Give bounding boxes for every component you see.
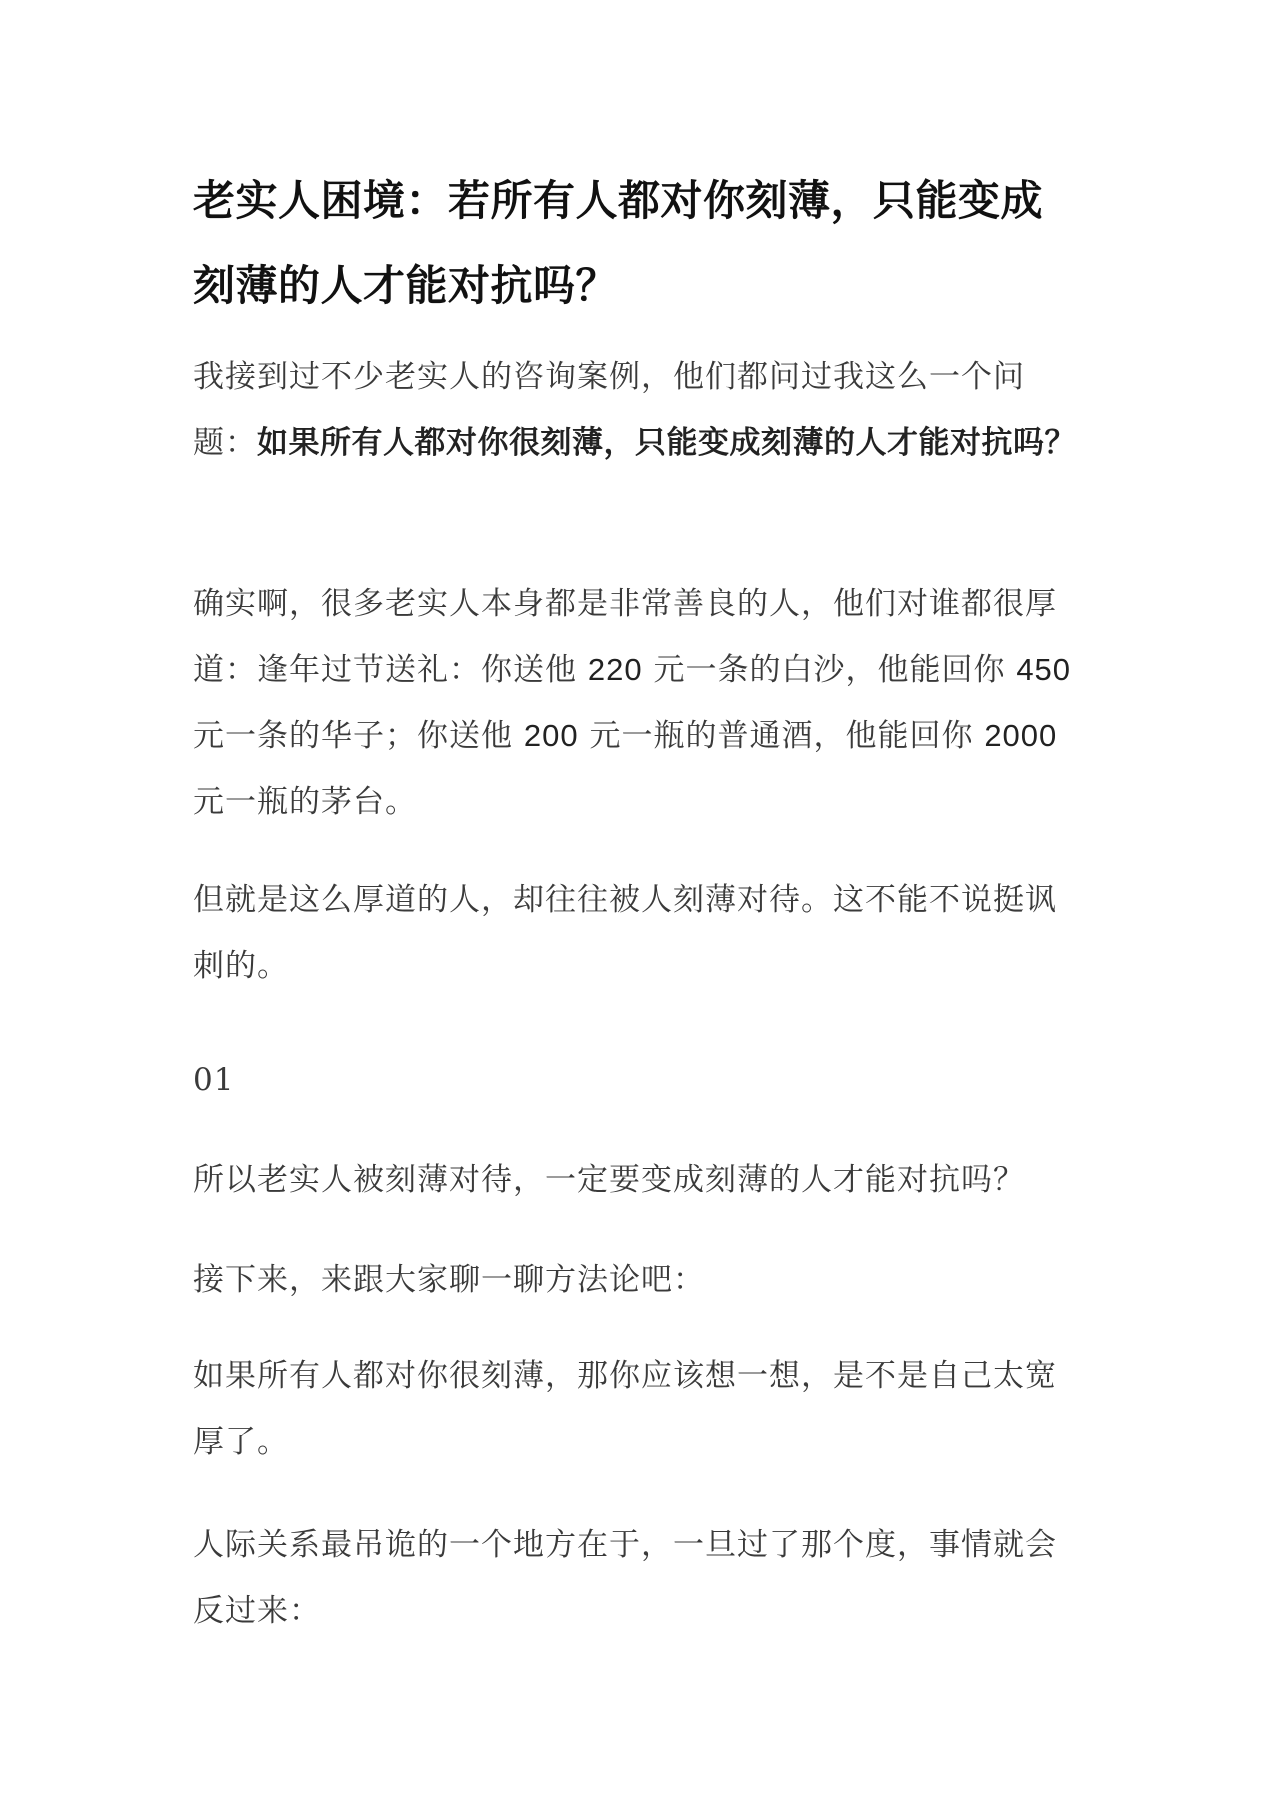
- section-number: 01: [193, 1062, 235, 1098]
- paragraph-method-intro: 接下来，来跟大家聊一聊方法论吧：: [193, 1262, 705, 1298]
- paragraph-question: 所以老实人被刻薄对待，一定要变成刻薄的人才能对抗吗？: [193, 1162, 1025, 1198]
- paragraph-irony: 但就是这么厚道的人，却往往被人刻薄对待。这不能不说挺讽刺的。: [193, 882, 1057, 984]
- paragraph-reflection: 如果所有人都对你很刻薄，那你应该想一想，是不是自己太宽厚了。: [193, 1358, 1057, 1460]
- gifts-number-1: 220: [587, 652, 643, 687]
- gifts-number-3: 200: [523, 718, 579, 753]
- paragraph-intro: [193, 344, 1083, 476]
- gifts-text-b: 元一条的白沙，他能回你: [642, 652, 1017, 688]
- intro-bold-question: 如果所有人都对你很刻薄，只能变成刻薄的人才能对抗吗？: [257, 425, 1076, 461]
- gifts-number-4: 2000: [984, 718, 1058, 753]
- gifts-text-e: 元一瓶的茅台。: [193, 784, 417, 820]
- paragraph-gifts: [193, 571, 1083, 835]
- paragraph-relationship: 人际关系最吊诡的一个地方在于，一旦过了那个度，事情就会反过来：: [193, 1527, 1057, 1629]
- intro-lead-text: 我接到过不少老实人的咨询案例，他们都问过我这么一个问题：: [193, 359, 1025, 461]
- article-title: 老实人困境：若所有人都对你刻薄，只能变成刻薄的人才能对抗吗？: [193, 176, 1044, 310]
- gifts-text-c: 元一条的华子；你送他: [193, 718, 524, 754]
- gifts-text-a: 确实啊，很多老实人本身都是非常善良的人，他们对谁都很厚道：逢年过节送礼：你送他: [193, 586, 1057, 688]
- gifts-number-2: 450: [1016, 652, 1072, 687]
- gifts-text-d: 元一瓶的普通酒，他能回你: [578, 718, 985, 754]
